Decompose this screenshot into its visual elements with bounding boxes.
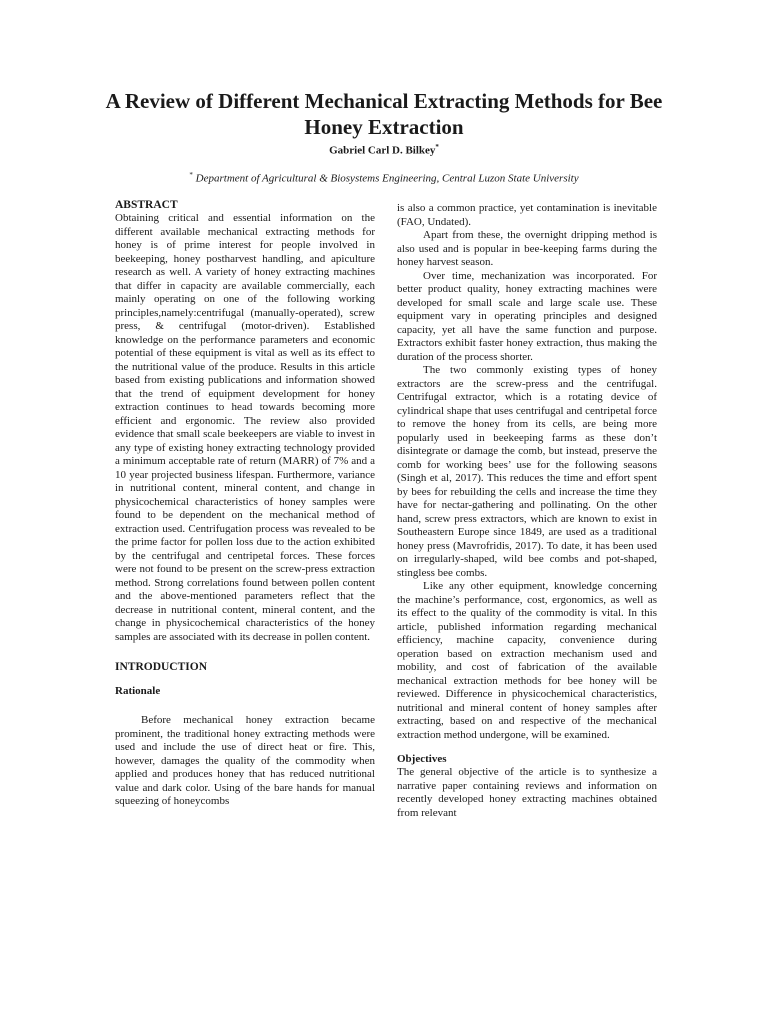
intro-paragraph-1-continued: is also a common practice, yet contamination is inevitable (FAO, Undated). bbox=[397, 202, 657, 228]
intro-paragraph-3: Over time, mechanization was incorporated. For better product quality, honey extracting machines were developed for small scale and large scale use. These equipment vary in operating principles and designed capacity, yet all have the same function and purpose. Extractors exhibit faster honey extraction, thus making the duration of the process shorter. bbox=[397, 269, 657, 363]
intro-paragraph-1: Before mechanical honey extraction became prominent, the traditional honey extracting methods were used and include the use of direct heat or fire. This, however, damages the quality of the commodity when applied and produces honey that has reduced nutritional value and dark color. Using of the bare hands for manual squeezing of honeycombs bbox=[115, 714, 375, 807]
author-line bbox=[0, 143, 768, 157]
affiliation-text: Department of Agricultural & Biosystems Engineering, Central Luzon State University bbox=[195, 172, 579, 185]
affiliation-footnote-mark: * bbox=[189, 171, 193, 179]
affiliation-line bbox=[0, 171, 768, 185]
abstract-heading: ABSTRACT bbox=[115, 199, 178, 211]
intro-paragraph-2: Apart from these, the overnight dripping method is also used and is popular in bee-keeping farms during the honey harvest season. bbox=[397, 229, 657, 268]
abstract-text: Obtaining critical and essential information on the different available mechanical extracting methods for honey is of prime interest for people involved in beekeeping, honey postharvest handling, and apiculture research as well. A variety of honey extracting machines that differ in capacity are available commercially, each mainly operating on one of the following working principles,namely:centrifugal (manually-operated), screw press, & centrifugal (motor-driven). Established knowledge on the performance parameters and economic potential of these equipment is vital as well as its effect to the nutritional value of the produce. Results in this article based from existing publications and information showed that the trend of equipment development for honey extraction continues to head towards becoming more efficient and ergonomic. The review also provided evidence that small scale beekeepers are viable to invest in any type of existing honey extracting technology provided a minimum acceptable rate of return (MARR) of 7% and a 10 year projected business lifespan. Furthermore, variance in nutritional content, mineral content, and change in physicochemical characteristics of honey samples were found to be dependent on the mechanical method of extraction used. Centrifugation process was revealed to be the prime factor for pollen loss due to the action exhibited by the centrifugal and centripetal forces. These forces were not found to be present on the screw-press extraction method. Strong correlations found between pollen content and the above-mentioned parameters reflect that the decrease in nutritional content, mineral content, and the change in physicochemical characteristics of the honey samples are associated with its decrease in pollen content. bbox=[115, 212, 375, 643]
introduction-heading: INTRODUCTION bbox=[115, 661, 208, 673]
objectives-text: The general objective of the article is to synthesize a narrative paper containing reviews and information on recently developed honey extracting machines obtained from relevant bbox=[397, 766, 657, 819]
objectives-heading: Objectives bbox=[397, 753, 447, 765]
author-footnote-mark: * bbox=[435, 143, 439, 151]
author-name: Gabriel Carl D. Bilkey bbox=[329, 144, 436, 157]
paper-title: A Review of Different Mechanical Extracting Methods for Bee Honey Extraction bbox=[105, 89, 663, 139]
rationale-heading: Rationale bbox=[115, 685, 161, 697]
right-column bbox=[397, 202, 657, 820]
intro-paragraph-4: The two commonly existing types of honey extractors are the screw-press and the centrifugal. Centrifugal extractor, which is a rotating device of cylindrical shape that uses centrifugal and centripetal force to remove the honey from its cells, are being more popularly used in beekeeping farms as these don’t disintegrate or damage the comb, but instead, preserve the comb for working bees’ use for the following seasons (Singh et al, 2017). This reduces the time and effort spent by bees for rebuilding the cells and increase the time they have for nectar-gathering and pollinating. On the other hand, screw press extractors, which are known to exist in Southeastern Europe since 1849, are used as a traditional honey press (Mavrofridis, 2017). To date, it has been used on irregularly-shaped, wild bee combs and pot-shaped, stingless bee combs. bbox=[397, 364, 657, 579]
intro-paragraph-5: Like any other equipment, knowledge concerning the machine’s performance, cost, ergonomics, as well as its effect to the quality of the commodity is vital. In this article, published information regarding mechanical efficiency, machine capacity, convenience during operation based on extraction mechanism used and mobility, and cost of fabrication of the available mechanical extraction methods for bee honey will be reviewed. Difference in physicochemical characteristics, nutritional and mineral content of honey samples after extracting, based on and respective of the mechanical extraction method undergone, will be examined. bbox=[397, 580, 657, 741]
left-column bbox=[115, 198, 375, 809]
